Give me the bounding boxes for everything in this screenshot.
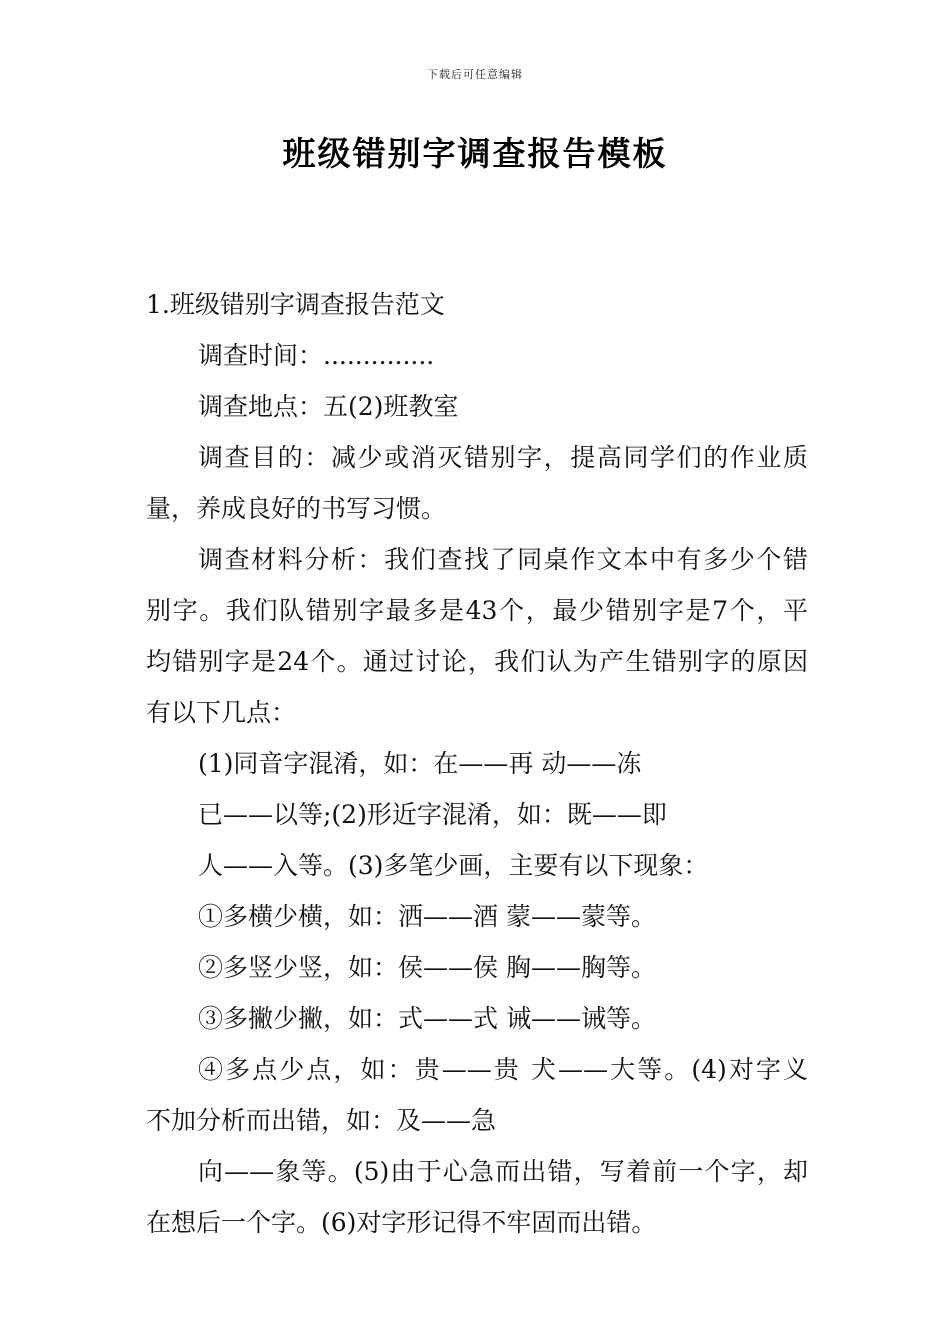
cause-line: 人——入等。(3)多笔少画，主要有以下现象： <box>198 851 709 880</box>
example-line: ②多竖少竖，如：侯——侯 胸——胸等。 <box>198 953 656 982</box>
section-heading: 1.班级错别字调查报告范文 <box>146 290 445 319</box>
cause-line: 已——以等;(2)形近字混淆，如：既——即 <box>198 800 667 829</box>
cause-line: 在想后一个字。(6)对字形记得不牢固而出错。 <box>146 1208 657 1237</box>
document-title: 班级错别字调查报告模板 <box>282 134 668 173</box>
analysis-line: 有以下几点： <box>146 698 297 727</box>
document-body <box>146 279 808 1248</box>
cause-line: 向——象等。(5)由于心急而出错，写着前一个字，却 <box>198 1157 808 1186</box>
survey-time-line: 调查时间：.............. <box>198 341 435 370</box>
example-line: ③多撇少撇，如：式——式 诫——诫等。 <box>198 1004 656 1033</box>
cause-line: (1)同音字混淆，如：在——再 动——冻 <box>198 749 642 778</box>
header-note: 下载后可任意编辑 <box>427 68 523 81</box>
example-line: 不加分析而出错，如：及——急 <box>146 1106 497 1135</box>
analysis-line: 别字。我们队错别字最多是43个，最少错别字是7个，平 <box>146 596 808 625</box>
example-line: ①多横少横，如：洒——酒 蒙——蒙等。 <box>198 902 656 931</box>
survey-purpose-continuation: 量，养成良好的书写习惯。 <box>146 494 447 523</box>
example-line: ④多点少点，如：贵——贵 犬——大等。(4)对字义 <box>198 1055 808 1084</box>
analysis-line: 均错别字是24个。通过讨论，我们认为产生错别字的原因 <box>146 647 808 676</box>
survey-purpose-line: 调查目的：减少或消灭错别字，提高同学们的作业质 <box>198 443 808 472</box>
analysis-line: 调查材料分析：我们查找了同桌作文本中有多少个错 <box>198 545 808 574</box>
survey-location-line: 调查地点：五(2)班教室 <box>198 392 459 421</box>
